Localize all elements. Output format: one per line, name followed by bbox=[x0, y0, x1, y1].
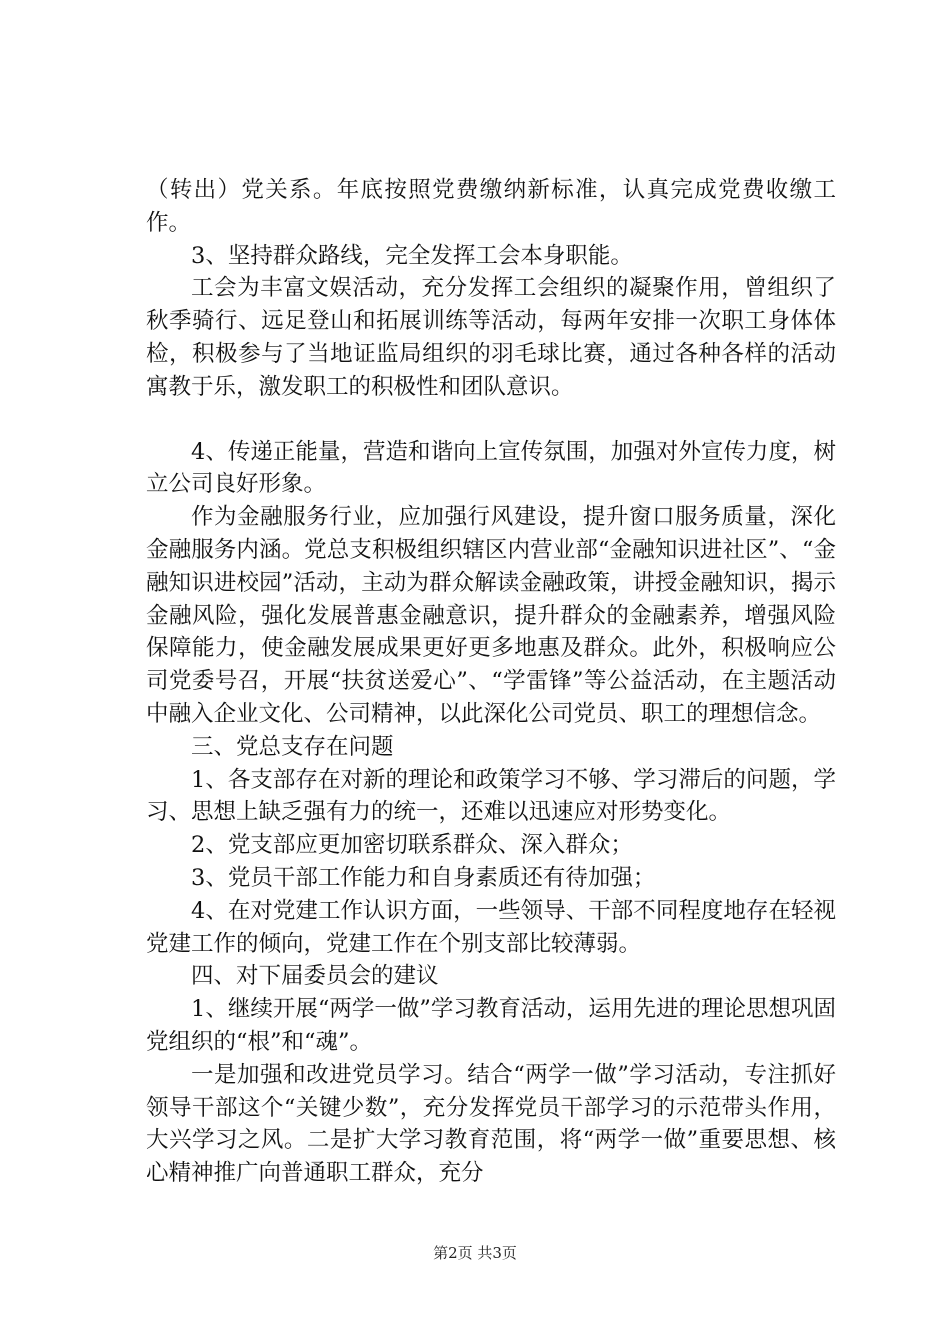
section-heading: 3、坚持群众路线，完全发挥工会本身职能。 bbox=[191, 242, 633, 269]
page-footer: 第2页 共3页 bbox=[433, 1244, 517, 1262]
paragraph-gap bbox=[146, 404, 836, 436]
paragraph: 1、各支部存在对新的理论和政策学习不够、学习滞后的问题，学习、思想上缺乏强有力的统一，还难以迅速应对形势变化。 bbox=[146, 766, 836, 826]
document-body bbox=[146, 174, 836, 1190]
paragraph: 2、党支部应更加密切联系群众、深入群众； bbox=[191, 832, 633, 859]
paragraph: 工会为丰富文娱活动，充分发挥工会组织的凝聚作用，曾组织了秋季骑行、远足登山和拓展训练等活动，每两年安排一次职工身体体检，积极参与了当地证监局组织的羽毛球比赛，通过各种各样的活动寓教于乐，激发职工的积极性和团队意识。 bbox=[146, 275, 836, 400]
section-heading: 四、对下届委员会的建议 bbox=[191, 963, 439, 990]
paragraph: 1、继续开展“两学一做”学习教育活动，运用先进的理论思想巩固党组织的“根”和“魂”。 bbox=[146, 996, 836, 1055]
paragraph: 一是加强和改进党员学习。结合“两学一做”学习活动，专注抓好领导干部这个“关键少数”，充分发挥党员干部学习的示范带头作用，大兴学习之风。二是扩大学习教育范围，将“两学一做”重要思想、核心精神推广向普通职工群众，充分 bbox=[146, 1061, 836, 1187]
paragraph: （转出）党关系。年底按照党费缴纳新标准，认真完成党费收缴工作。 bbox=[146, 177, 836, 236]
section-heading: 三、党总支存在问题 bbox=[191, 733, 394, 760]
paragraph: 4、在对党建工作认识方面，一些领导、干部不同程度地存在轻视党建工作的倾向，党建工作在个别支部比较薄弱。 bbox=[146, 897, 836, 957]
paragraph: 作为金融服务行业，应加强行风建设，提升窗口服务质量，深化金融服务内涵。党总支积极组织辖区内营业部“金融知识进社区”、“金融知识进校园”活动，主动为群众解读金融政策，讲授金融知识，揭示金融风险，强化发展普惠金融意识，提升群众的金融素养，增强风险保障能力，使金融发展成果更好更多地惠及群众。此外，积极响应公司党委号召，开展“扶贫送爱心”、“学雷锋”等公益活动，在主题活动中融入企业文化、公司精神，以此深化公司党员、职工的理想信念。 bbox=[146, 504, 836, 727]
section-heading: 4、传递正能量，营造和谐向上宣传氛围，加强对外宣传力度，树立公司良好形象。 bbox=[146, 438, 836, 498]
paragraph: 3、党员干部工作能力和自身素质还有待加强； bbox=[191, 864, 656, 891]
